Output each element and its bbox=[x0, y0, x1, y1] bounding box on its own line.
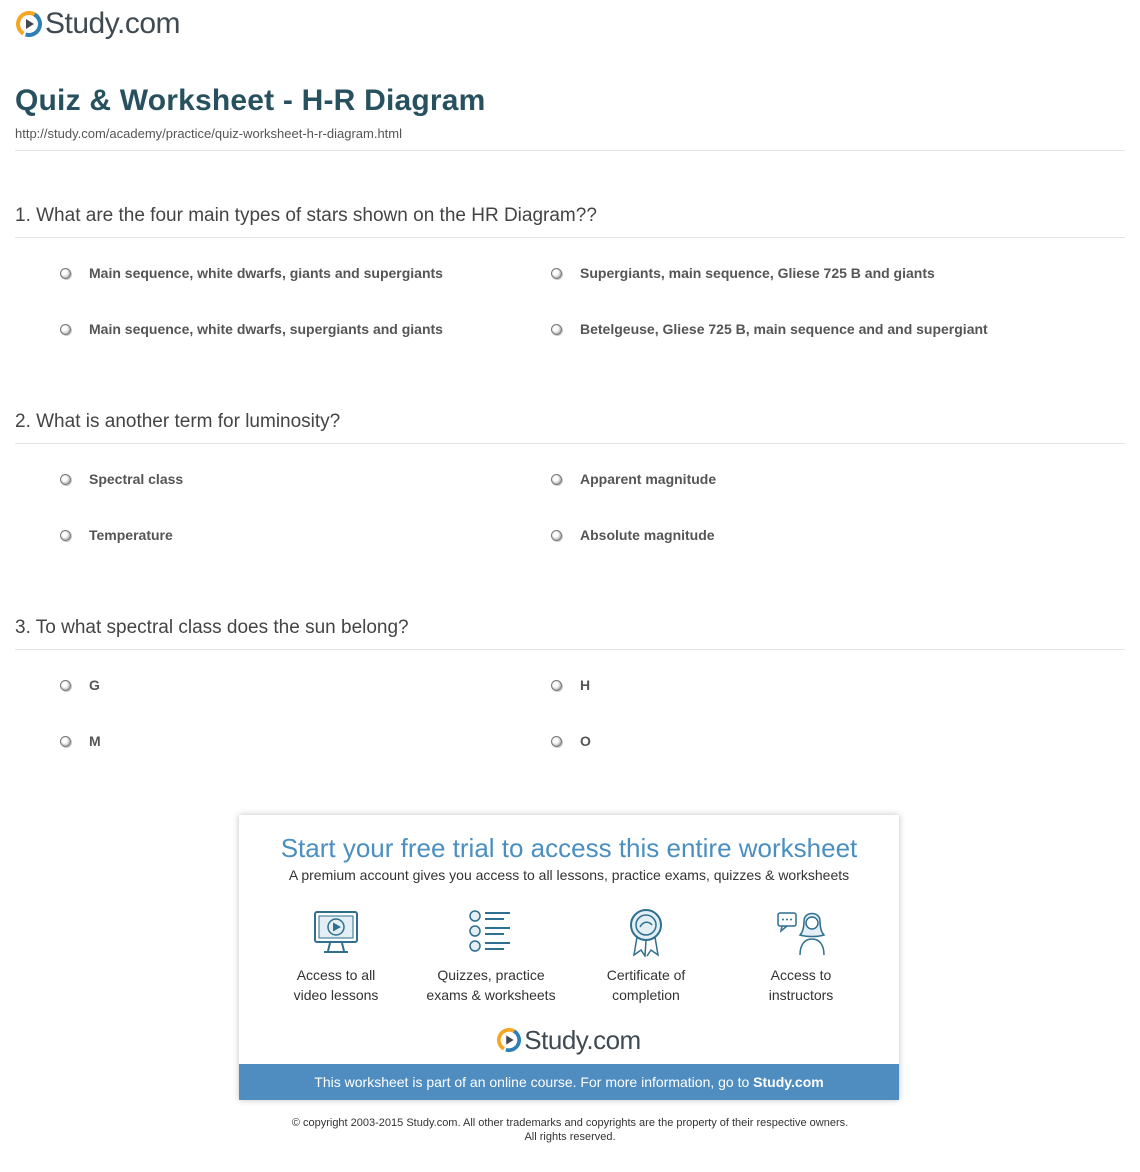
study-link[interactable]: Study.com bbox=[753, 1074, 824, 1090]
instructor-icon bbox=[776, 907, 826, 957]
radio-icon[interactable] bbox=[60, 530, 71, 541]
question-text: 2. What is another term for luminosity? bbox=[15, 411, 341, 432]
answer-option[interactable] bbox=[60, 471, 183, 487]
answer-label: Absolute magnitude bbox=[580, 527, 715, 543]
answer-label: Apparent magnitude bbox=[580, 471, 717, 487]
question-1 bbox=[15, 205, 1125, 378]
radio-icon[interactable] bbox=[60, 680, 71, 691]
feature-label: completion bbox=[612, 987, 680, 1003]
feature-label: video lessons bbox=[293, 987, 379, 1003]
promo-study-logo[interactable] bbox=[239, 1027, 899, 1053]
feature-video-lessons bbox=[261, 907, 411, 1005]
answer-option[interactable] bbox=[551, 527, 715, 543]
certificate-icon bbox=[621, 907, 671, 957]
feature-quizzes bbox=[416, 907, 566, 1005]
header-divider bbox=[15, 150, 1125, 151]
promo-headline[interactable]: Start your free trial to access this entire worksheet bbox=[280, 833, 858, 863]
feature-instructors bbox=[726, 907, 876, 1005]
radio-icon[interactable] bbox=[60, 474, 71, 485]
play-logo-icon bbox=[497, 1028, 521, 1052]
question-3 bbox=[15, 617, 1125, 790]
answer-option[interactable] bbox=[60, 733, 101, 749]
question-text: 3. To what spectral class does the sun belong? bbox=[15, 617, 409, 638]
promo-subtext: A premium account gives you access to all lessons, practice exams, quizzes & worksheets bbox=[288, 867, 850, 883]
rights-text: All rights reserved. bbox=[524, 1131, 616, 1143]
feature-certificate bbox=[571, 907, 721, 1005]
radio-icon[interactable] bbox=[551, 268, 562, 279]
question-2 bbox=[15, 411, 1125, 584]
answer-option[interactable] bbox=[551, 733, 591, 749]
answer-option[interactable] bbox=[551, 677, 590, 693]
brand-name: Study.com bbox=[524, 1025, 641, 1055]
video-lesson-icon bbox=[311, 907, 361, 957]
copyright-text: © copyright 2003-2015 Study.com. All other trademarks and copyrights are the property of their respective owners. bbox=[291, 1117, 849, 1129]
feature-label: Quizzes, practice bbox=[437, 967, 545, 983]
radio-icon[interactable] bbox=[551, 474, 562, 485]
feature-label: exams & worksheets bbox=[426, 987, 556, 1003]
copyright-footer bbox=[0, 1116, 1140, 1144]
answer-label: Supergiants, main sequence, Gliese 725 B and giants bbox=[580, 265, 935, 281]
play-logo-icon bbox=[16, 11, 42, 37]
answer-label: Spectral class bbox=[89, 471, 184, 487]
course-info-text: This worksheet is part of an online course. For more information, go to bbox=[314, 1074, 750, 1090]
radio-icon[interactable] bbox=[60, 736, 71, 747]
answer-label: O bbox=[580, 733, 591, 749]
answer-option[interactable] bbox=[60, 265, 443, 281]
answer-option[interactable] bbox=[60, 677, 100, 693]
answer-label: G bbox=[89, 677, 100, 693]
quiz-list-icon bbox=[466, 907, 516, 957]
answer-label: M bbox=[89, 733, 101, 749]
answer-label: Temperature bbox=[89, 527, 173, 543]
answer-label: H bbox=[580, 677, 591, 693]
answer-label: Betelgeuse, Gliese 725 B, main sequence and and supergiant bbox=[580, 321, 988, 337]
course-info-bar bbox=[239, 1064, 899, 1100]
page-title: Quiz & Worksheet - H-R Diagram bbox=[15, 84, 486, 117]
answer-option[interactable] bbox=[551, 321, 988, 337]
radio-icon[interactable] bbox=[60, 324, 71, 335]
radio-icon[interactable] bbox=[551, 680, 562, 691]
page-url[interactable]: http://study.com/academy/practice/quiz-worksheet-h-r-diagram.html bbox=[15, 126, 403, 141]
free-trial-promo bbox=[239, 815, 899, 1100]
feature-label: Certificate of bbox=[606, 967, 686, 983]
brand-name: Study.com bbox=[45, 7, 180, 40]
radio-icon[interactable] bbox=[60, 268, 71, 279]
question-text: 1. What are the four main types of stars shown on the HR Diagram?? bbox=[15, 205, 597, 226]
feature-label: Access to bbox=[770, 967, 832, 983]
answer-option[interactable] bbox=[60, 527, 173, 543]
answer-option[interactable] bbox=[60, 321, 443, 337]
radio-icon[interactable] bbox=[551, 324, 562, 335]
answer-label: Main sequence, white dwarfs, supergiants and giants bbox=[89, 321, 443, 337]
answer-label: Main sequence, white dwarfs, giants and supergiants bbox=[89, 265, 443, 281]
radio-icon[interactable] bbox=[551, 736, 562, 747]
answer-option[interactable] bbox=[551, 471, 716, 487]
feature-label: Access to all bbox=[296, 967, 376, 983]
feature-label: instructors bbox=[768, 987, 834, 1003]
study-logo[interactable] bbox=[16, 9, 180, 39]
answer-option[interactable] bbox=[551, 265, 935, 281]
radio-icon[interactable] bbox=[551, 530, 562, 541]
